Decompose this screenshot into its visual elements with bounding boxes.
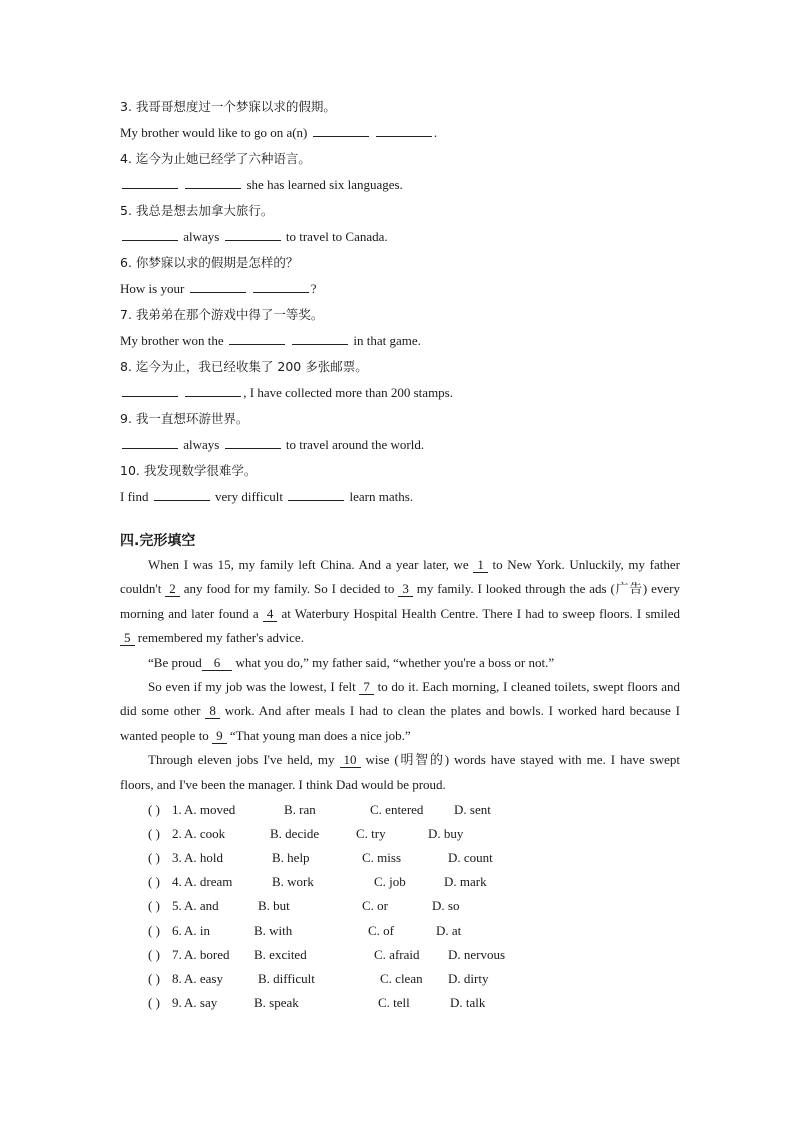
option-d[interactable]: D. at	[436, 922, 462, 938]
question-number: 7.	[172, 946, 182, 962]
question-number: 3.	[172, 850, 182, 866]
option-d[interactable]: D. count	[448, 850, 493, 866]
passage-paragraph	[120, 675, 680, 748]
option-b[interactable]: B. but	[258, 898, 290, 914]
worksheet-page	[120, 94, 680, 1015]
answer-blank[interactable]	[225, 435, 281, 449]
question-number: 2.	[172, 826, 182, 842]
question-chinese-prompt: 4. 迄今为止她已经学了六种语言。	[120, 151, 311, 166]
option-d[interactable]: D. so	[432, 898, 460, 914]
blank-number[interactable]: 4	[263, 607, 278, 622]
option-c[interactable]: C. try	[356, 826, 386, 842]
option-d[interactable]: D. mark	[444, 874, 487, 890]
sentence-text	[287, 333, 290, 348]
answer-blank[interactable]	[225, 227, 281, 241]
passage-text: Through eleven jobs I've held, my	[148, 752, 340, 768]
answer-parentheses[interactable]: ( )	[148, 994, 160, 1010]
option-c[interactable]: C. miss	[362, 850, 402, 866]
passage-text: So even if my job was the lowest, I felt	[148, 679, 360, 695]
blank-number[interactable]: 8	[205, 704, 220, 719]
answer-parentheses[interactable]: ( )	[148, 826, 160, 842]
answer-blank[interactable]	[185, 383, 241, 397]
choice-question-row	[120, 894, 680, 918]
choice-question-row	[120, 798, 680, 822]
option-c[interactable]: C. or	[362, 898, 388, 914]
question-chinese-prompt: 9. 我一直想环游世界。	[120, 411, 249, 426]
passage-text: what you do,” my father said, “whether you're a boss or not.”	[232, 654, 555, 670]
option-c[interactable]: C. entered	[370, 802, 424, 818]
sentence-text: How is your	[120, 281, 188, 296]
option-d[interactable]: D. talk	[450, 994, 486, 1010]
sentence-text: in that game.	[350, 333, 421, 348]
passage-text: work. And after meals I had to clean the plates and bowls. I worked hard because I wanted people to	[120, 703, 680, 743]
question-chinese-prompt: 5. 我总是想去加拿大旅行。	[120, 203, 274, 218]
question-chinese-prompt: 7. 我弟弟在那个游戏中得了一等奖。	[120, 307, 324, 322]
question-english-sentence	[120, 484, 680, 510]
answer-blank[interactable]	[185, 175, 241, 189]
sentence-text: My brother would like to go on a(n)	[120, 125, 311, 140]
answer-blank[interactable]	[229, 331, 285, 345]
answer-blank[interactable]	[313, 123, 369, 137]
option-b[interactable]: B. work	[272, 874, 314, 890]
question-chinese-prompt: 3. 我哥哥想度过一个梦寐以求的假期。	[120, 99, 336, 114]
option-a[interactable]: A. dream	[184, 874, 233, 890]
option-d[interactable]: D. sent	[454, 802, 491, 818]
option-c[interactable]: C. clean	[380, 970, 423, 986]
answer-parentheses[interactable]: ( )	[148, 898, 160, 914]
sentence-text: learn maths.	[346, 489, 414, 504]
cloze-options	[120, 798, 680, 1015]
question-english-sentence	[120, 328, 680, 354]
option-a[interactable]: A. moved	[184, 802, 236, 818]
answer-parentheses[interactable]: ( )	[148, 850, 160, 866]
sentence-text: to travel around the world.	[282, 437, 425, 452]
answer-parentheses[interactable]: ( )	[148, 970, 160, 986]
question-english-sentence	[120, 172, 680, 198]
sentence-text: I find	[120, 489, 152, 504]
answer-blank[interactable]	[122, 383, 178, 397]
passage-paragraph	[120, 748, 680, 797]
blank-number[interactable]: 1	[473, 558, 488, 573]
sentence-text: My brother won the	[120, 333, 227, 348]
sentence-text: .	[433, 125, 438, 140]
question-chinese-prompt: 6. 你梦寐以求的假期是怎样的？	[120, 255, 299, 270]
question-number: 1.	[172, 802, 182, 818]
blank-number[interactable]: 7	[359, 680, 374, 695]
question-chinese-prompt: 10. 我发现数学很难学。	[120, 463, 257, 478]
passage-text: at Waterbury Hospital Health Centre. There I had to sweep floors. I smiled	[277, 605, 681, 621]
passage-text: to New York. Unluckily, my father couldn't	[120, 557, 680, 597]
passage-text: “That young man does a nice job.”	[226, 727, 411, 743]
answer-blank[interactable]	[122, 435, 178, 449]
passage-text: When I was 15, my family left China. And a year later, we	[148, 557, 474, 572]
choice-question-row	[120, 943, 680, 967]
answer-blank[interactable]	[253, 279, 309, 293]
blank-number[interactable]: 6	[202, 656, 233, 671]
blank-number[interactable]: 2	[165, 582, 180, 597]
passage-text: wise (明智的) words have stayed with me. I have swept floors, and I've been the manager. I think Dad would be proud.	[120, 752, 680, 792]
passage-paragraph	[120, 651, 680, 675]
option-b[interactable]: B. difficult	[258, 970, 315, 986]
option-d[interactable]: D. dirty	[448, 970, 489, 986]
answer-parentheses[interactable]: ( )	[148, 946, 160, 962]
option-d[interactable]: D. buy	[428, 826, 464, 842]
option-c[interactable]: C. afraid	[374, 946, 420, 962]
answer-blank[interactable]	[122, 175, 178, 189]
question-english-sentence	[120, 276, 680, 302]
passage-text: to do it. Each morning, I cleaned toilets, swept floors and did some other	[120, 679, 680, 719]
sentence-text: ?	[310, 281, 317, 296]
sentence-text	[248, 281, 251, 296]
question-english-sentence	[120, 120, 680, 146]
passage-text: my family. I looked through the ads (广告) every morning and later found a	[120, 581, 680, 621]
sentence-text: , I have collected more than 200 stamps.	[243, 385, 453, 400]
choice-question-row	[120, 967, 680, 991]
sentence-text: always	[180, 229, 223, 244]
question-english-sentence	[120, 380, 680, 406]
translation-section	[120, 94, 680, 510]
blank-number[interactable]: 9	[212, 729, 227, 744]
option-a[interactable]: A. and	[184, 898, 219, 914]
option-c[interactable]: C. of	[368, 922, 394, 938]
option-d[interactable]: D. nervous	[448, 946, 506, 962]
blank-number[interactable]: 3	[398, 582, 413, 597]
answer-blank[interactable]	[292, 331, 348, 345]
option-c[interactable]: C. tell	[378, 994, 410, 1010]
blank-number[interactable]: 10	[340, 753, 361, 768]
option-b[interactable]: B. help	[272, 850, 310, 866]
sentence-text: to travel to Canada.	[282, 229, 388, 244]
choice-question-row	[120, 822, 680, 846]
answer-blank[interactable]	[288, 487, 344, 501]
option-a[interactable]: A. in	[184, 922, 210, 938]
choice-question-row	[120, 991, 680, 1015]
option-b[interactable]: B. decide	[270, 826, 320, 842]
passage-paragraph	[120, 553, 680, 651]
option-a[interactable]: A. cook	[184, 826, 226, 842]
answer-blank[interactable]	[376, 123, 432, 137]
option-a[interactable]: A. say	[184, 994, 218, 1010]
option-b[interactable]: B. speak	[254, 994, 299, 1010]
question-chinese-prompt: 8. 迄今为止，我已经收集了 200 多张邮票。	[120, 359, 368, 374]
option-b[interactable]: B. ran	[284, 802, 316, 818]
question-number: 8.	[172, 970, 182, 986]
answer-blank[interactable]	[122, 227, 178, 241]
sentence-text	[180, 177, 183, 192]
option-a[interactable]: A. hold	[184, 850, 223, 866]
choice-question-row	[120, 870, 680, 894]
passage-text: “Be proud	[148, 654, 202, 670]
passage-text: any food for my family. So I decided to	[179, 581, 399, 597]
cloze-passage	[120, 553, 680, 797]
question-number: 9.	[172, 994, 182, 1010]
choice-question-row	[120, 846, 680, 870]
option-b[interactable]: B. excited	[254, 946, 307, 962]
sentence-text: very difficult	[211, 489, 287, 504]
option-a[interactable]: A. bored	[184, 946, 230, 962]
option-a[interactable]: A. easy	[184, 970, 223, 986]
question-english-sentence	[120, 432, 680, 458]
question-number: 6.	[172, 922, 182, 938]
answer-parentheses[interactable]: ( )	[148, 874, 160, 890]
answer-parentheses[interactable]: ( )	[148, 802, 160, 818]
option-c[interactable]: C. job	[374, 874, 406, 890]
answer-blank[interactable]	[154, 487, 210, 501]
question-english-sentence	[120, 224, 680, 250]
sentence-text: always	[180, 437, 223, 452]
blank-number[interactable]: 5	[120, 631, 135, 646]
passage-text: remembered my father's advice.	[134, 630, 304, 646]
cloze-section-title: 四.完形填空	[120, 533, 196, 549]
sentence-text	[180, 385, 183, 400]
sentence-text: she has learned six languages.	[243, 177, 403, 192]
sentence-text	[371, 125, 374, 140]
answer-parentheses[interactable]: ( )	[148, 922, 160, 938]
option-b[interactable]: B. with	[254, 922, 293, 938]
choice-question-row	[120, 919, 680, 943]
question-number: 4.	[172, 874, 182, 890]
question-number: 5.	[172, 898, 182, 914]
answer-blank[interactable]	[190, 279, 246, 293]
